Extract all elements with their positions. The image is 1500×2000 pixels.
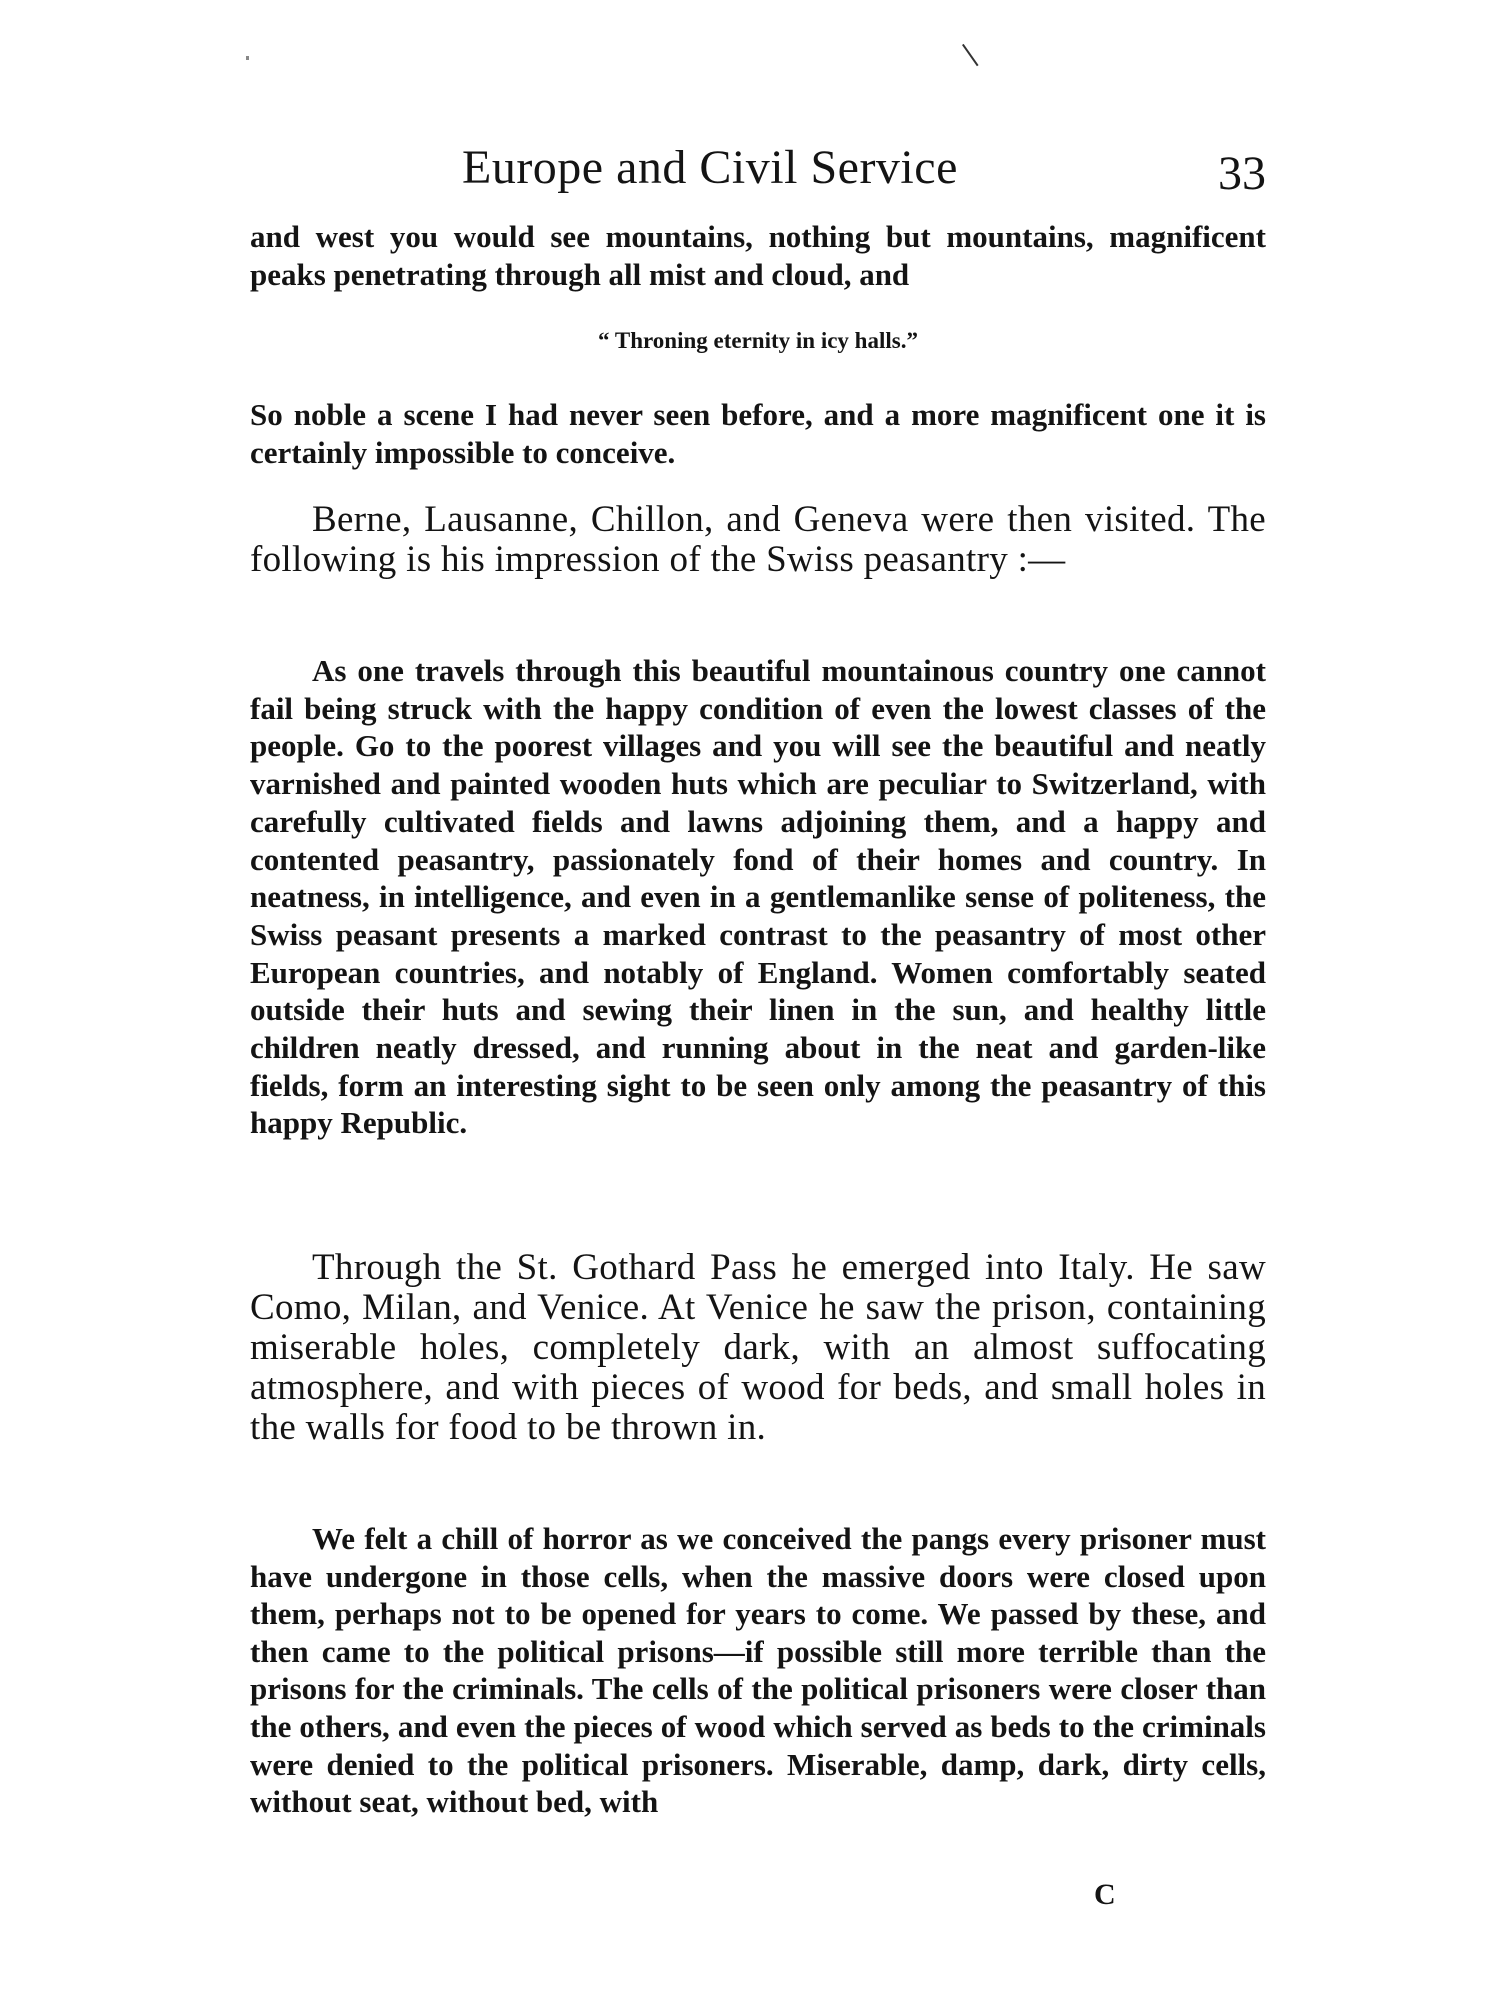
paragraph-swiss-visit [250, 500, 1266, 580]
paragraph-venice-prisons [250, 1520, 1266, 1821]
paragraph-text: and west you would see mountains, nothing but mountains, magnificent peaks penetrating through all mist and cloud, and [250, 219, 1266, 292]
page-number: 33 [1218, 147, 1266, 200]
running-title: Europe and Civil Service [462, 141, 958, 194]
paragraph-continuation [250, 218, 1266, 294]
paragraph-swiss-peasantry [250, 652, 1266, 1142]
verse-quotation: “ Throning eternity in icy halls.” [598, 328, 918, 353]
stray-ink-dot [246, 56, 249, 60]
paragraph-italy [250, 1248, 1266, 1448]
paragraph-text: We felt a chill of horror as we conceived the pangs every prisoner must have undergone in those cells, when the massive doors were closed upon them, perhaps not to be opened for years to come. We passed by these, and then came to the political prisons—if possible still more terrible than the prisons for the criminals. The cells of the political prisoners were closer than the others, and even the pieces of wood which served as beds to the criminals were denied to the political prisoners. Miserable, damp, dark, dirty cells, without seat, without bed, with [250, 1521, 1266, 1820]
stray-ink-mark [962, 44, 979, 66]
paragraph-text: So noble a scene I had never seen before, and a more magnificent one it is certainly impossible to conceive. [250, 397, 1266, 470]
paragraph-text: Berne, Lausanne, Chillon, and Geneva were then visited. The following is his impression of the Swiss peasantry :— [250, 499, 1266, 580]
paragraph-noble-scene [250, 396, 1266, 472]
paragraph-text: Through the St. Gothard Pass he emerged into Italy. He saw Como, Milan, and Venice. At Venice he saw the prison, containing miserable holes, completely dark, with an almost suffocating atmosphere, and with pieces of wood for beds, and small holes in the walls for food to be thrown in. [250, 1247, 1266, 1448]
page-header [250, 140, 1266, 200]
signature-mark: C [1094, 1878, 1116, 1911]
paragraph-text: As one travels through this beautiful mountainous country one cannot fail being struck with the happy condition of even the lowest classes of the people. Go to the poorest villages and you will see the beautiful and neatly varnished and painted wooden huts which are peculiar to Switzerland, with carefully cultivated fields and lawns adjoining them, and a happy and contented peasantry, passionately fond of their homes and country. In neatness, in intelligence, and even in a gentlemanlike sense of politeness, the Swiss peasant presents a marked contrast to the peasantry of most other European countries, and notably of England. Women comfortably seated outside their huts and sewing their linen in the sun, and healthy little children neatly dressed, and running about in the neat and garden-like fields, form an interesting sight to be seen only among the peasantry of this happy Republic. [250, 653, 1266, 1141]
